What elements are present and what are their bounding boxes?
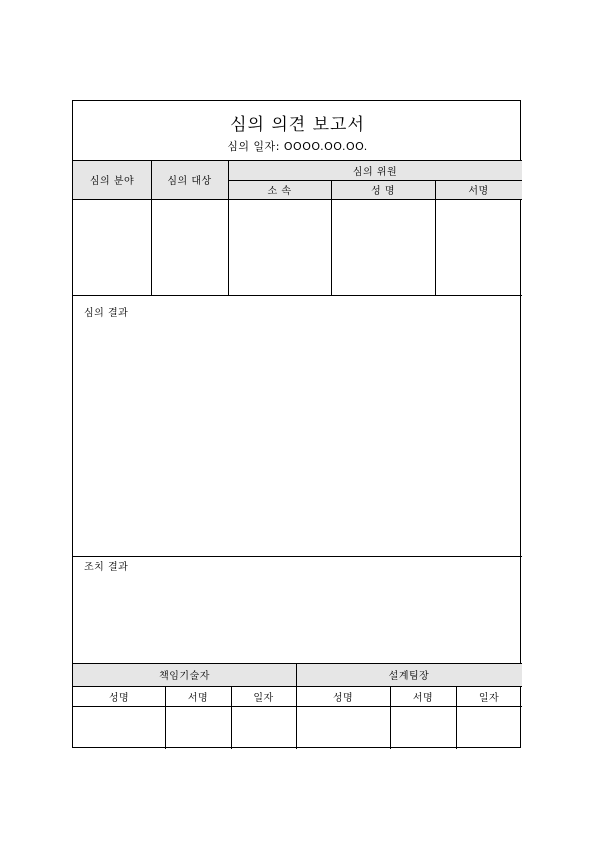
review-field-cell[interactable] <box>73 199 151 295</box>
review-date: 심의 일자: OOOO.OO.OO. <box>227 140 368 153</box>
design-lead-date-cell[interactable] <box>456 706 522 748</box>
action-result-label: 조치 결과 <box>84 562 129 573</box>
design-lead-date-header: 일자 <box>478 692 500 704</box>
engineer-signature-cell[interactable] <box>165 706 231 748</box>
review-committee-header: 심의 위원 <box>352 166 398 178</box>
design-lead-header: 설계팀장 <box>388 671 430 682</box>
action-result-area[interactable] <box>73 573 522 662</box>
divider <box>73 295 522 296</box>
member-name-cell[interactable] <box>331 199 435 295</box>
affiliation-cell[interactable] <box>228 199 331 295</box>
affiliation-header: 소 속 <box>267 186 292 197</box>
engineer-name-cell[interactable] <box>73 706 165 748</box>
divider <box>73 556 522 557</box>
design-lead-signature-cell[interactable] <box>390 706 456 748</box>
design-lead-signature-header: 서명 <box>412 692 434 704</box>
review-field-header: 심의 분야 <box>89 176 135 187</box>
member-name-header: 성 명 <box>371 186 395 197</box>
engineer-name-header: 성명 <box>108 692 130 704</box>
engineer-date-cell[interactable] <box>231 706 296 748</box>
review-target-cell[interactable] <box>151 199 228 295</box>
report-form <box>72 100 521 748</box>
engineer-signature-header: 서명 <box>187 692 209 704</box>
engineer-header: 책임기술자 <box>159 671 210 682</box>
design-lead-name-header: 성명 <box>332 692 354 704</box>
design-lead-name-cell[interactable] <box>296 706 390 748</box>
review-target-header: 심의 대상 <box>167 176 212 187</box>
review-result-area[interactable] <box>73 319 522 555</box>
member-signature-header: 서명 <box>468 186 489 197</box>
member-signature-cell[interactable] <box>435 199 522 295</box>
engineer-date-header: 일자 <box>253 692 274 704</box>
review-result-label: 심의 결과 <box>84 308 129 319</box>
page-title: 심의 의견 보고서 <box>230 115 365 135</box>
